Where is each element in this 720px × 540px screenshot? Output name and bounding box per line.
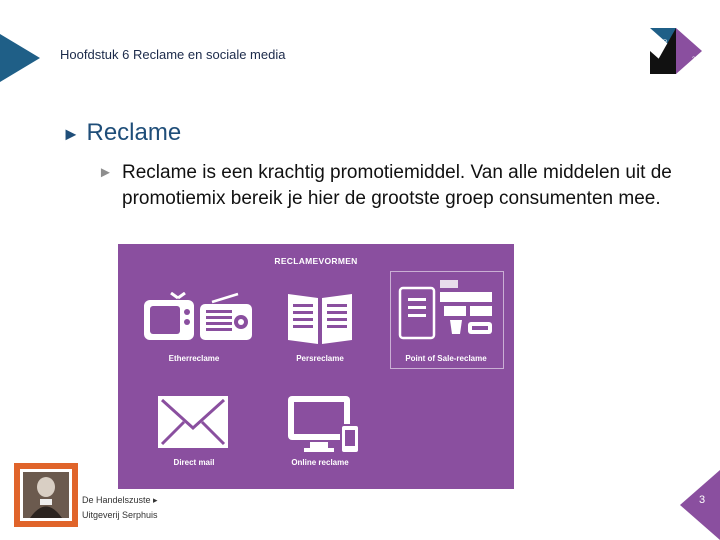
newspaper-icon [286, 290, 354, 346]
publisher-logo-icon [14, 463, 78, 527]
envelope-icon [156, 394, 230, 450]
publisher-name: De Handelszuste ▸ [82, 495, 158, 505]
advertising-forms-figure [118, 244, 514, 489]
sub-bullet [98, 160, 678, 212]
publisher-imprint: Uitgeverij Serphuis [82, 510, 158, 520]
page-number: 3 [699, 494, 706, 506]
figure-item-label: Persreclame [296, 354, 344, 363]
store-display-icon [398, 278, 496, 348]
figure-item-label: Online reclame [291, 458, 349, 467]
bullet-arrow-icon: ► [62, 124, 80, 144]
sub-bullet-arrow-icon: ► [98, 164, 113, 181]
tv-radio-icon [140, 292, 258, 344]
header-accent-triangle [0, 34, 40, 82]
bullet-heading [62, 119, 181, 147]
bullet-heading-text: Reclame [86, 119, 182, 146]
svg-text:3: 3 [692, 57, 696, 63]
figure-item-label: Etherreclame [168, 354, 220, 363]
figure-item-label: Direct mail [173, 458, 215, 467]
figure-title: RECLAMEVORMEN [274, 256, 358, 266]
figure-item-label: Point of Sale-reclame [405, 354, 487, 363]
svg-text:R: R [663, 40, 668, 46]
chapter-title: Hoofdstuk 6 Reclame en sociale media [60, 47, 286, 62]
corner-logo-icon [650, 28, 702, 74]
devices-icon [286, 394, 362, 456]
sub-bullet-text: Reclame is een krachtig promotiemiddel. Van alle middelen uit de promotiemix bereik je hier de grootste groep consumenten mee. [122, 162, 672, 209]
